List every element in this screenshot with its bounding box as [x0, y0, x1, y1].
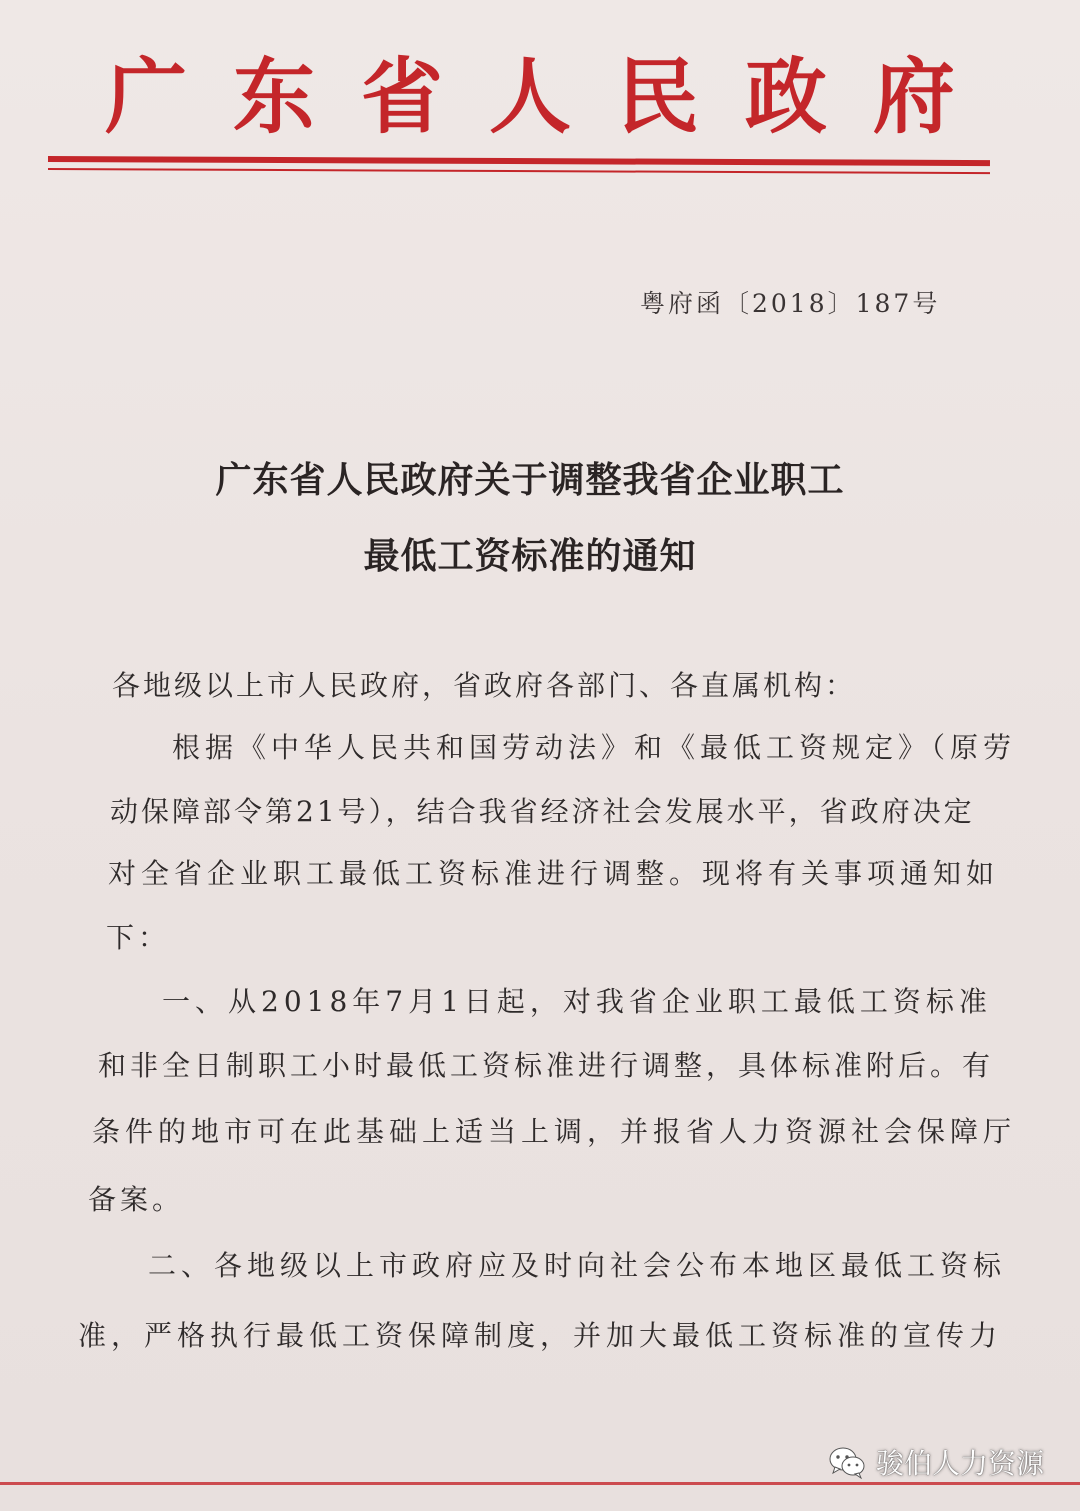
issuer-char: 民	[616, 49, 699, 145]
body-line: 根据《中华人民共和国劳动法》和《最低工资规定》（原劳	[172, 731, 1017, 764]
issuer-char: 政	[744, 49, 827, 145]
body-line: 动保障部令第21号），结合我省经济社会发展水平，省政府决定	[110, 795, 975, 828]
letterhead-issuer	[105, 42, 955, 152]
document-title-line-1: 广东省人民政府关于调整我省企业职工	[215, 459, 845, 501]
issuer-char: 东	[232, 49, 315, 145]
body-line: 一、从2018年7月1日起，对我省企业职工最低工资标准	[162, 985, 992, 1018]
body-line: 二、各地级以上市政府应及时向社会公布本地区最低工资标	[148, 1249, 1007, 1282]
body-line: 下：	[106, 921, 171, 954]
issuer-char: 省	[360, 49, 443, 145]
watermark	[828, 1440, 1068, 1484]
body-line: 对全省企业职工最低工资标准进行调整。现将有关事项通知如	[108, 857, 1000, 890]
issuer-char: 广	[105, 49, 188, 145]
document-number: 粤府函〔2018〕187号	[640, 289, 941, 318]
body-line: 备案。	[88, 1183, 185, 1216]
document-title-line-2: 最低工资标准的通知	[363, 535, 697, 577]
letterhead-rule-thin	[48, 168, 990, 174]
issuer-char: 人	[488, 49, 571, 145]
body-line-salutation: 各地级以上市人民政府，省政府各部门、各直属机构：	[112, 669, 857, 702]
body-line: 准，严格执行最低工资保障制度，并加大最低工资标准的宣传力	[78, 1319, 1003, 1352]
watermark-text: 骏伯人力资源	[876, 1447, 1045, 1480]
letterhead-rule-thick	[48, 156, 990, 166]
wechat-icon	[828, 1445, 866, 1479]
issuer-char: 府	[872, 49, 955, 145]
body-line: 条件的地市可在此基础上适当上调，并报省人力资源社会保障厅	[92, 1115, 1017, 1148]
body-line: 和非全日制职工小时最低工资标准进行调整，具体标准附后。有	[98, 1049, 995, 1082]
